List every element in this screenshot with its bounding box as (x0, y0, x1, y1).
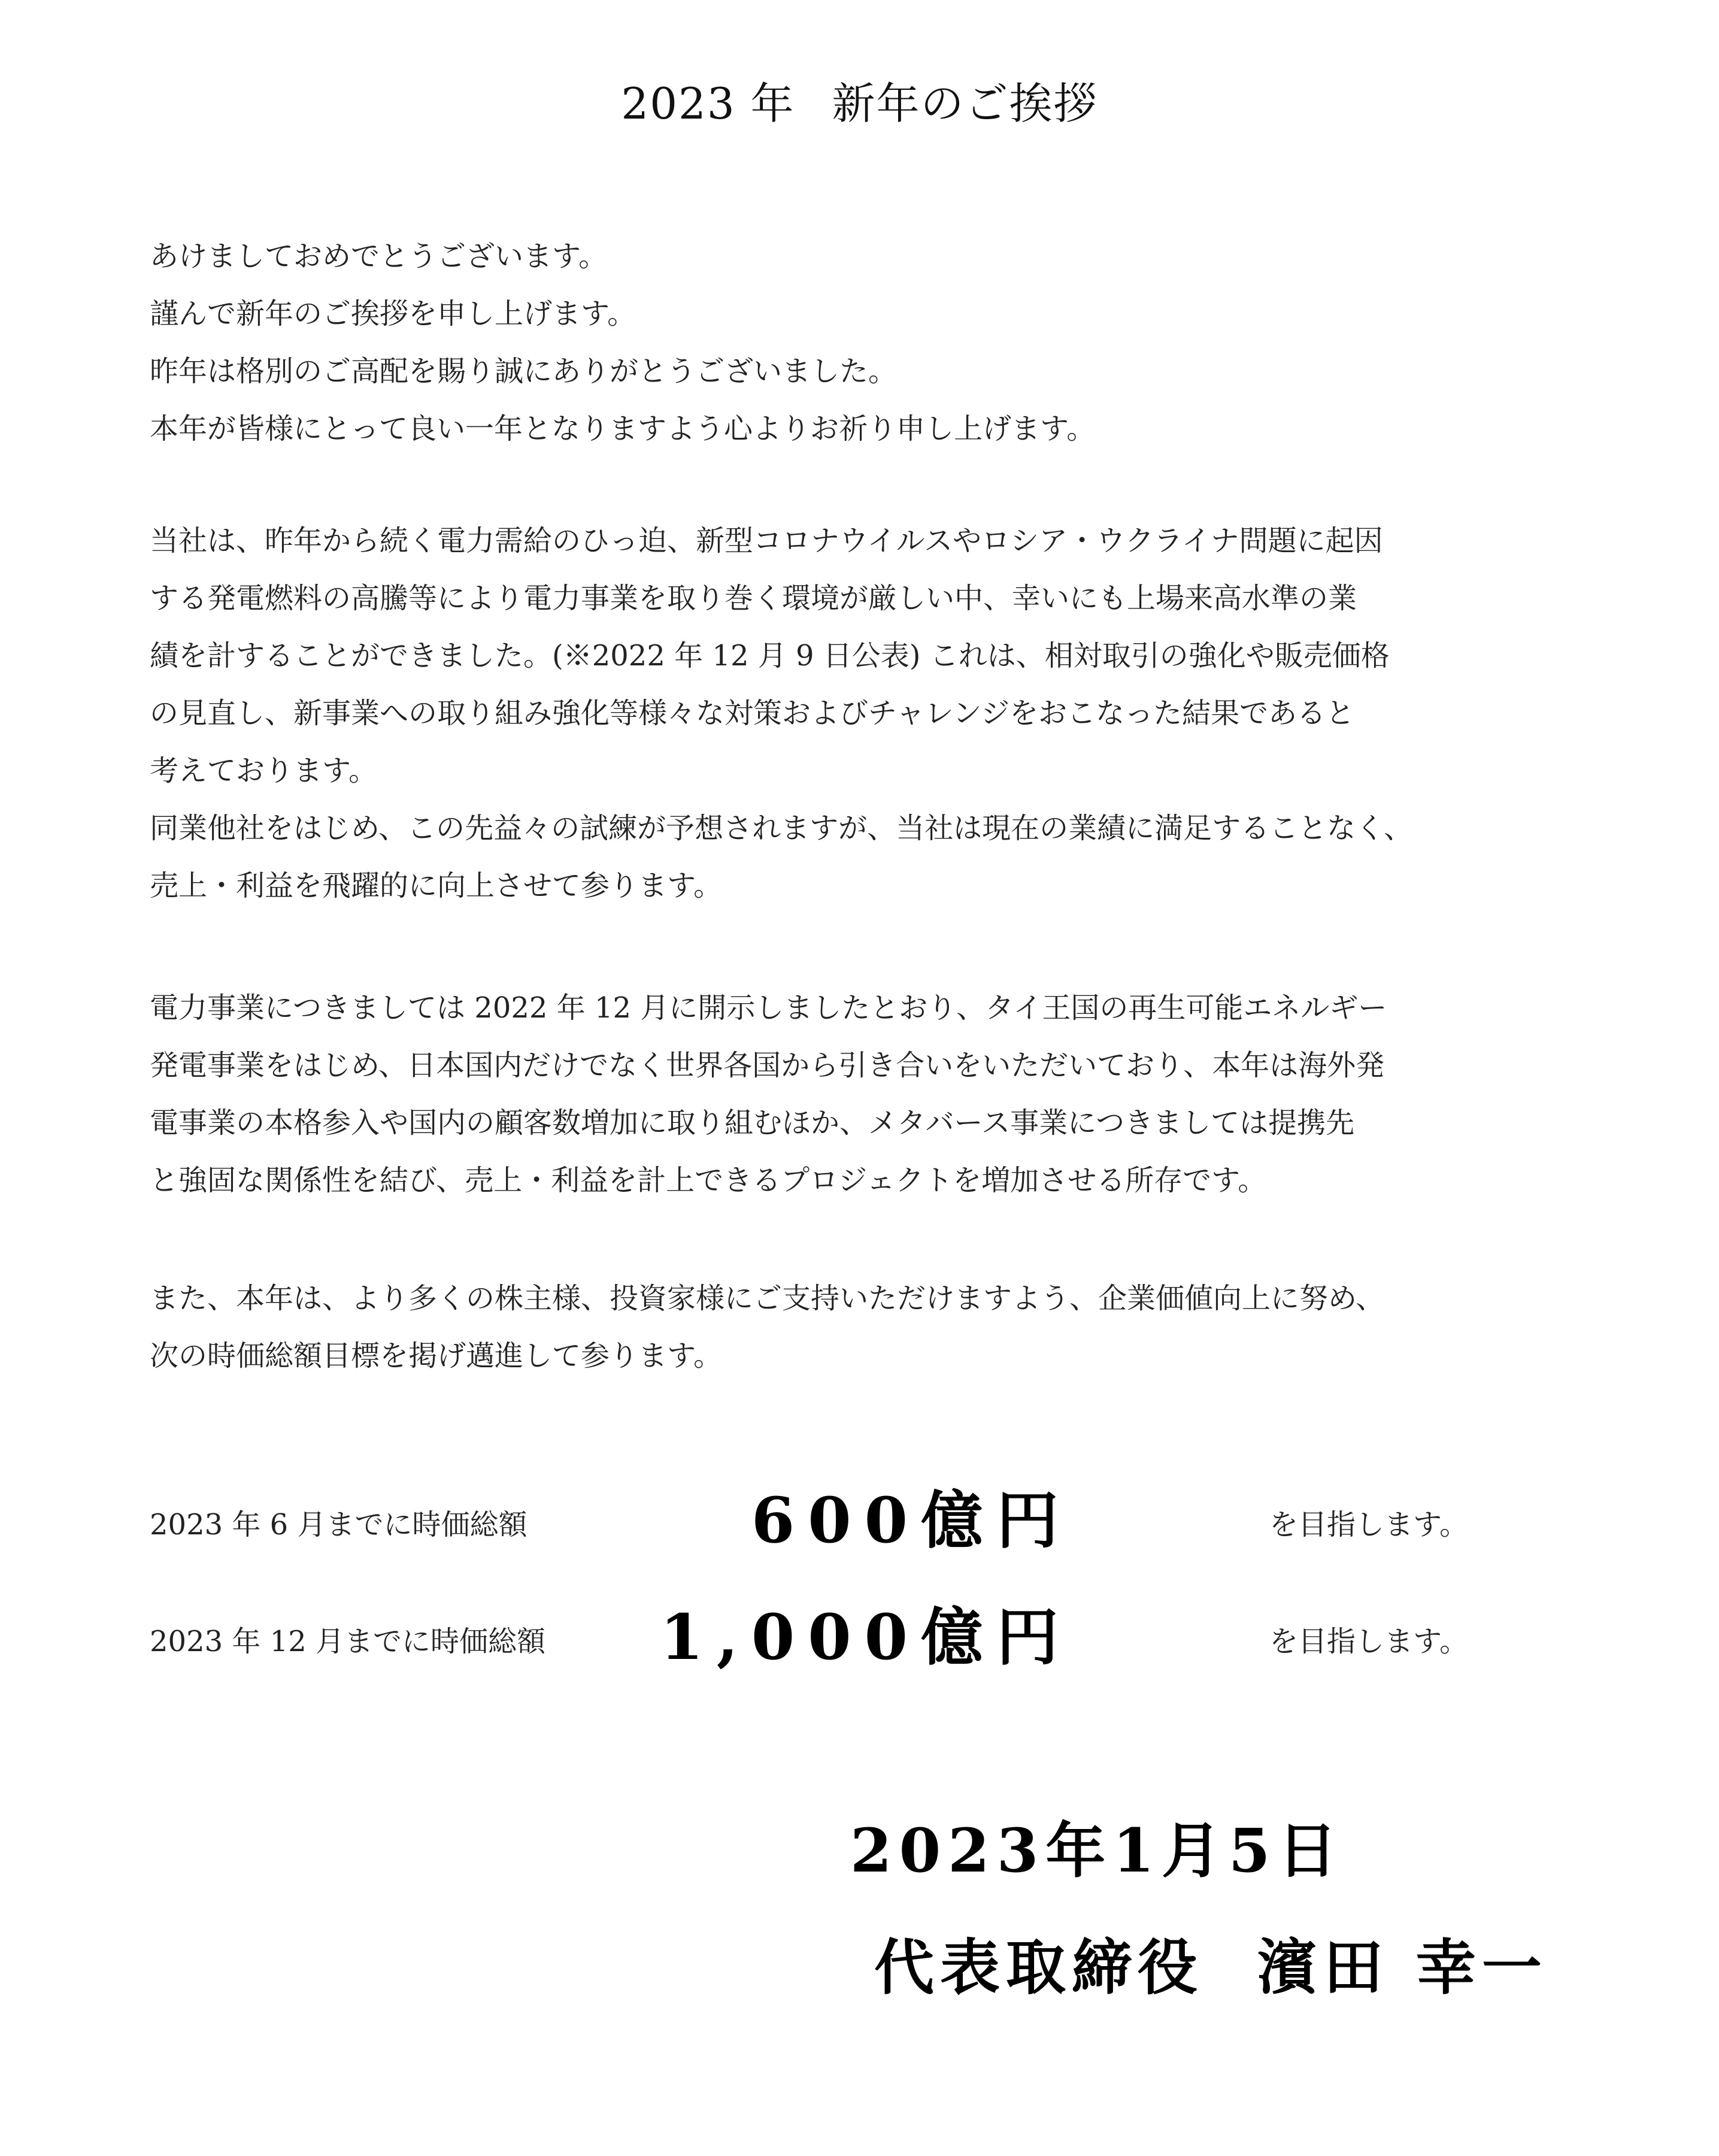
target-suffix: を目指します。 (1269, 1508, 1469, 1542)
body-line: 電事業の本格参入や国内の顧客数増加に取り組むほか、メタバース事業につきましては提携先 (150, 1106, 1355, 1140)
greeting-line: 昨年は格別のご高配を賜り誠にありがとうございました。 (150, 355, 898, 388)
body-line: 考えております。 (150, 754, 378, 788)
business-paragraph (150, 979, 1527, 1209)
greeting-line: あけましておめでとうございます。 (150, 240, 608, 273)
greeting-line: 本年が皆様にとって良い一年となりますよう心よりお祈り申し上げます。 (150, 412, 1096, 446)
company-paragraph (150, 512, 1527, 915)
target-label: 2023 年 12 月までに時価総額 (150, 1625, 546, 1658)
market-cap-target-december (150, 1587, 1527, 1683)
body-line: また、本年は、より多くの株主様、投資家様にご支持いただけますよう、企業価値向上に努め、 (150, 1282, 1385, 1315)
signature-block (874, 1919, 1548, 2006)
page-title (0, 71, 1719, 137)
body-line: 次の時価総額目標を掲げ邁進して参ります。 (150, 1339, 723, 1373)
title-year: 2023 年 (621, 78, 795, 129)
body-line: 同業他社をはじめ、この先益々の試練が予想されますが、当社は現在の業績に満足することなく、 (150, 811, 1413, 845)
market-cap-target-june (150, 1470, 1527, 1566)
body-line: 発電事業をはじめ、日本国内だけでなく世界各国から引き合いをいただいており、本年は海外発 (150, 1049, 1385, 1082)
body-line: 績を計することができました。(※2022 年 12 月 9 日公表) これは、相対取引の強化や販売価格 (150, 639, 1390, 673)
target-suffix: を目指します。 (1269, 1625, 1469, 1658)
body-line: 当社は、昨年から続く電力需給のひっ迫、新型コロナウイルスやロシア・ウクライナ問題に起因 (150, 524, 1383, 558)
signature-date: 2023年1月5日 (850, 1815, 1345, 1886)
body-line: 売上・利益を飛躍的に向上させて参ります。 (150, 869, 723, 903)
greeting-line: 謹んで新年のご挨拶を申し上げます。 (150, 297, 636, 331)
target-amount: 1,000億円 (660, 1600, 1072, 1674)
body-line: する発電燃料の高騰等により電力事業を取り巻く環境が厳しい中、幸いにも上場来高水準の業 (150, 582, 1357, 615)
goal-paragraph (150, 1270, 1527, 1385)
greeting-paragraph (150, 228, 1527, 458)
target-amount: 600億円 (751, 1483, 1072, 1557)
signer-title: 代表取締役 (874, 1932, 1203, 2003)
signer-name: 濱田 幸一 (1257, 1932, 1548, 2003)
target-label: 2023 年 6 月までに時価総額 (150, 1508, 527, 1542)
body-line: と強固な関係性を結び、売上・利益を計上できるプロジェクトを増加させる所存です。 (150, 1164, 1267, 1197)
body-line: 電力事業につきましては 2022 年 12 月に開示しましたとおり、タイ王国の再生可能エネルギー (150, 991, 1387, 1025)
title-text: 新年のご挨拶 (832, 78, 1098, 129)
body-line: の見直し、新事業への取り組み強化等様々な対策およびチャレンジをおこなった結果であると (150, 697, 1355, 730)
